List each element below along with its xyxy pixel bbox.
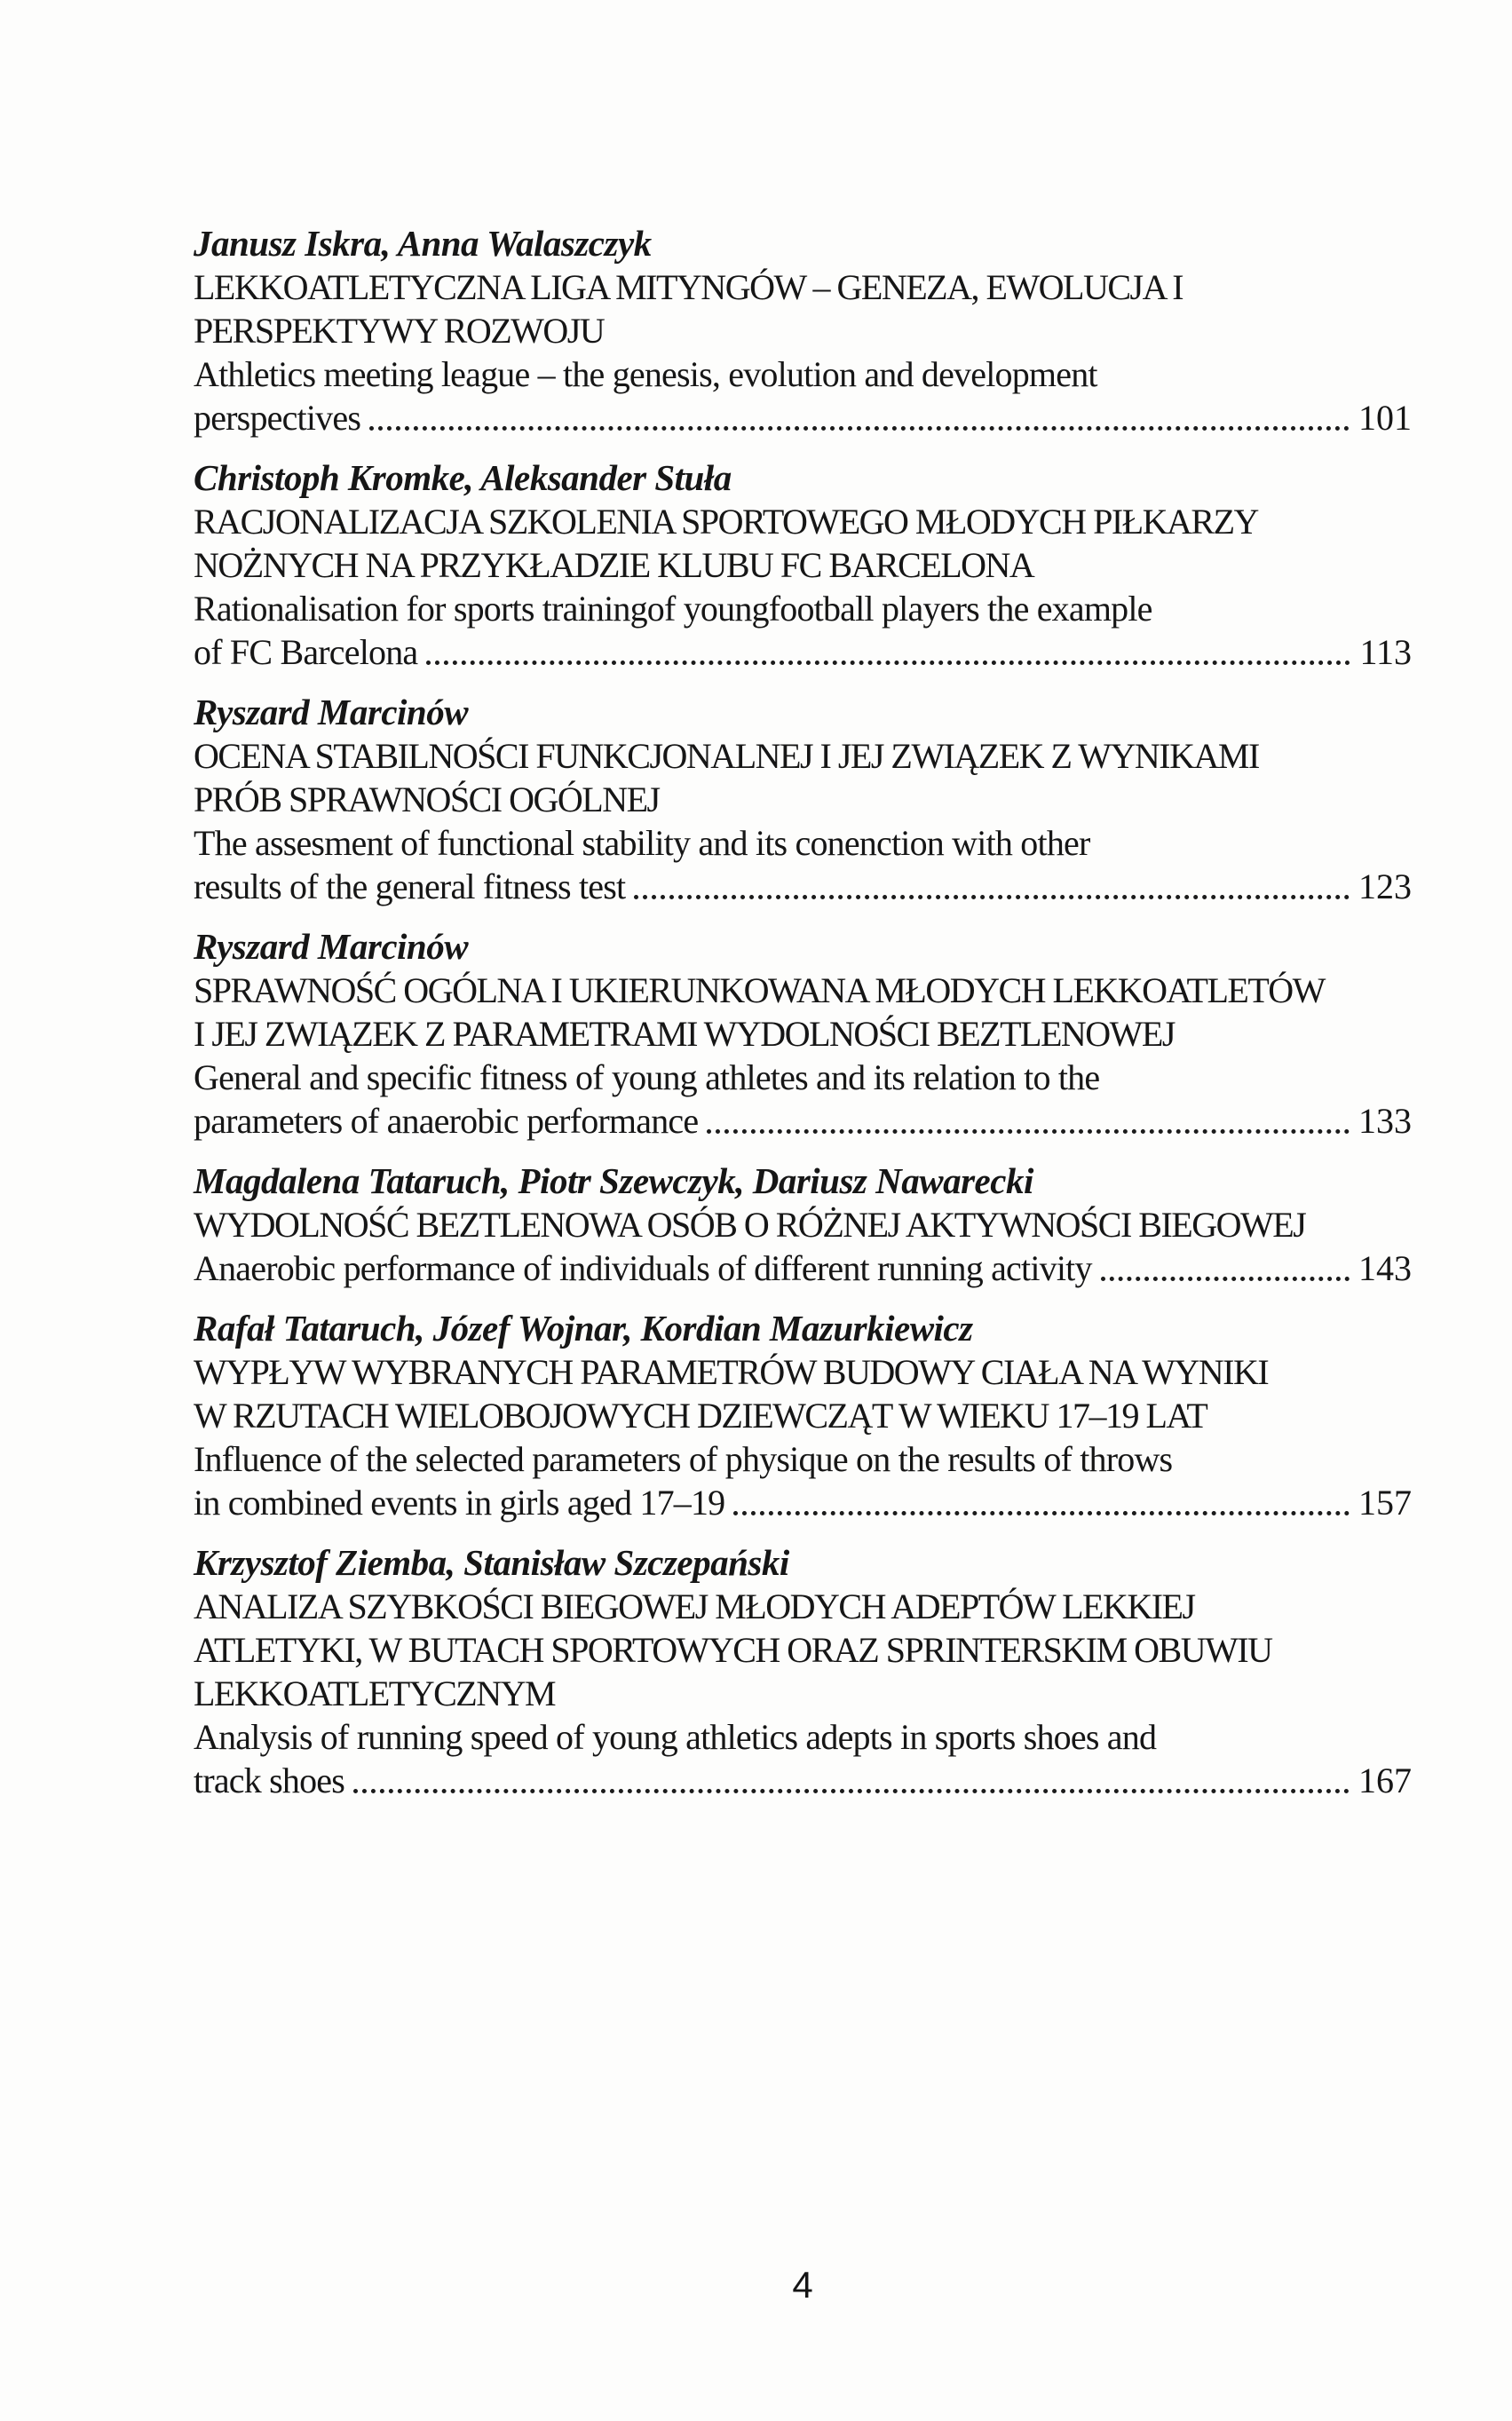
entry-title-line: ATLETYKI, W BUTACH SPORTOWYCH ORAZ SPRINTERSKIM OBUWIU [194,1630,1272,1670]
entry-title-line: OCENA STABILNOŚCI FUNKCJONALNEJ I JEJ ZWIĄZEK Z WYNIKAMI [194,736,1259,776]
entry-authors: Christoph Kromke, Aleksander Stuła [194,457,732,498]
entry-title-line: PRÓB SPRAWNOŚCI OGÓLNEJ [194,779,660,819]
toc-entry [194,1307,1412,1524]
entry-title-line: SPRAWNOŚĆ OGÓLNA I UKIERUNKOWANA MŁODYCH LEKKOATLETÓW [194,970,1325,1010]
leader-row [194,396,1412,439]
entry-authors: Magdalena Tataruch, Piotr Szewczyk, Dariusz Nawarecki [194,1160,1033,1201]
entry-title-line: PERSPEKTYWY ROZWOJU [194,311,605,351]
leader-row [194,865,1412,908]
leader-row [194,1759,1412,1802]
leader-text: of FC Barcelona [194,632,418,672]
entry-title-line: NOŻNYCH NA PRZYKŁADZIE KLUBU FC BARCELONA [194,545,1034,585]
entry-authors: Ryszard Marcinów [194,926,469,967]
toc-list [194,222,1412,1819]
entry-title-line: RACJONALIZACJA SZKOLENIA SPORTOWEGO MŁODYCH PIŁKARZY [194,502,1258,542]
dot-leader [353,1789,1350,1793]
entry-subtitle-line: Influence of the selected parameters of physique on the results of throws [194,1439,1173,1479]
entry-subtitle-line: The assesment of functional stability and its conenction with other [194,823,1090,863]
toc-entry [194,222,1412,439]
entry-title-line: ANALIZA SZYBKOŚCI BIEGOWEJ MŁODYCH ADEPTÓW LEKKIEJ [194,1586,1195,1626]
entry-subtitle-line: Analysis of running speed of young athletics adepts in sports shoes and [194,1717,1157,1757]
dot-leader [634,895,1350,899]
leader-text: parameters of anaerobic performance [194,1101,699,1141]
entry-subtitle-line: General and specific fitness of young athletes and its relation to the [194,1057,1100,1097]
toc-entry [194,1159,1412,1290]
entry-title-line: WYPŁYW WYBRANYCH PARAMETRÓW BUDOWY CIAŁA NA WYNIKI [194,1352,1269,1392]
leader-text: perspectives [194,398,361,438]
leader-text: Anaerobic performance of individuals of different running activity [194,1248,1092,1288]
entry-page-number: 157 [1358,1483,1412,1523]
entry-subtitle-line: Athletics meeting league – the genesis, evolution and development [194,354,1097,394]
dot-leader [369,426,1350,431]
entry-authors: Ryszard Marcinów [194,692,469,732]
leader-text: in combined events in girls aged 17–19 [194,1483,725,1523]
entry-title-line: WYDOLNOŚĆ BEZTLENOWA OSÓB O RÓŻNEJ AKTYWNOŚCI BIEGOWEJ [194,1205,1306,1245]
toc-entry [194,456,1412,674]
entry-page-number: 113 [1359,632,1412,672]
entry-title-line: I JEJ ZWIĄZEK Z PARAMETRAMI WYDOLNOŚCI BEZTLENOWEJ [194,1014,1175,1054]
entry-page-number: 123 [1358,866,1412,906]
leader-row [194,1246,1412,1290]
dot-leader [426,661,1350,665]
entry-page-number: 101 [1358,398,1412,438]
toc-entry [194,691,1412,908]
page-number: 4 [792,2264,813,2306]
leader-text: track shoes [194,1760,345,1800]
leader-row [194,630,1412,674]
toc-entry [194,925,1412,1143]
dot-leader [707,1129,1350,1134]
leader-row [194,1099,1412,1143]
entry-page-number: 133 [1358,1101,1412,1141]
entry-title-line: W RZUTACH WIELOBOJOWYCH DZIEWCZĄT W WIEKU 17–19 LAT [194,1396,1207,1436]
dot-leader [733,1511,1350,1515]
dot-leader [1101,1277,1350,1281]
toc-entry [194,1541,1412,1802]
entry-authors: Rafał Tataruch, Józef Wojnar, Kordian Mazurkiewicz [194,1308,973,1349]
leader-text: results of the general fitness test [194,866,626,906]
entry-subtitle-line: Rationalisation for sports trainingof youngfootball players the example [194,589,1152,629]
entry-title-line: LEKKOATLETYCZNA LIGA MITYNGÓW – GENEZA, EWOLUCJA I [194,267,1183,307]
entry-page-number: 143 [1358,1248,1412,1288]
leader-row [194,1481,1412,1524]
entry-authors: Krzysztof Ziemba, Stanisław Szczepański [194,1542,789,1583]
entry-title-line: LEKKOATLETYCZNYM [194,1673,556,1713]
entry-page-number: 167 [1358,1760,1412,1800]
entry-authors: Janusz Iskra, Anna Walaszczyk [194,223,652,264]
